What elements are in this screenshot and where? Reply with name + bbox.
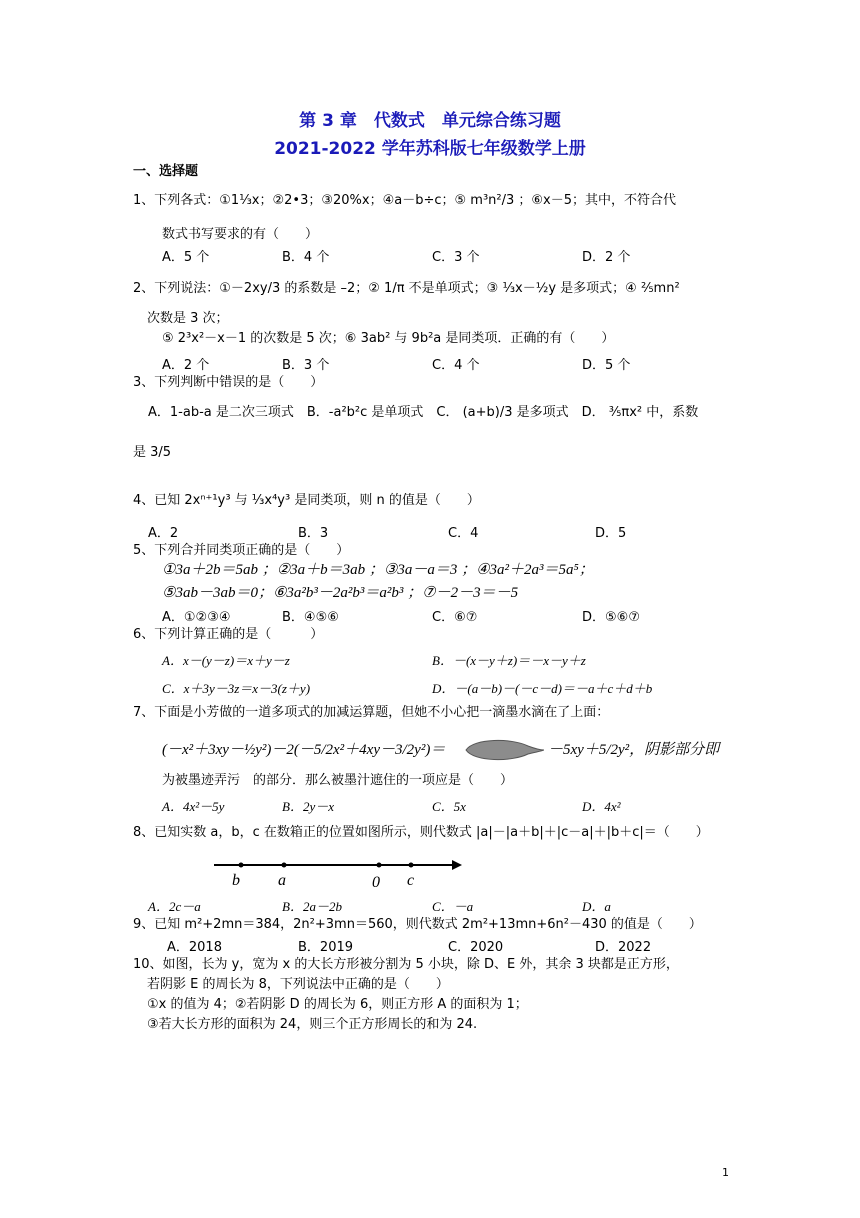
question-5-items-2: ⑤3ab－3ab＝0；⑥3a²b³－2a²b³＝a²b³ ；⑦－2－3＝－5 [162,585,519,601]
question-5-text: 5、下列合并同类项正确的是（ ） [133,543,350,558]
q1-option-d: D．2 个 [582,250,631,265]
q4-option-c: C．4 [448,526,479,541]
q2-option-b: B．3 个 [282,358,330,373]
question-9-text: 9、已知 m²+2mn＝384，2n²+3mn＝560，则代数式 2m²+13mn+6n²－430 的值是（ ） [133,917,702,932]
section-heading: 一、选择题 [133,164,199,179]
question-10-statement-1: ①x 的值为 4；②若阴影 D 的周长为 6，则正方形 A 的面积为 1； [147,997,528,1012]
q9-option-d: D．2022 [595,940,652,955]
question-10-text-cont: 若阴影 E 的周长为 8，下列说法中正确的是（ ） [147,977,449,992]
label-a: a [278,872,286,889]
q6-option-b: B．－(x－y＋z)＝－x－y＋z [432,653,586,668]
q6-option-a: A．x－(y－z)＝x＋y－z [162,653,290,668]
question-6-text: 6、下列计算正确的是（ ） [133,627,324,642]
q5-option-d: D．⑤⑥⑦ [582,610,640,625]
q1-option-c: C．3 个 [432,250,480,265]
q2-option-d: D．5 个 [582,358,631,373]
q8-option-d: D．a [582,899,611,914]
label-b: b [232,872,240,889]
q1-option-b: B．4 个 [282,250,330,265]
document-subtitle: 2021-2022 学年苏科版七年级数学上册 [274,139,586,159]
q9-option-b: B．2019 [298,940,354,955]
q5-option-c: C．⑥⑦ [432,610,478,625]
question-5-items-1: ①3a＋2b＝5ab ；②3a＋b＝3ab ；③3a－a＝3 ；④3a²＋2a³＝5a⁵； [162,562,594,578]
question-4-text: 4、已知 2xⁿ⁺¹y³ 与 ⅓x⁴y³ 是同类项，则 n 的值是（ ） [133,493,480,508]
q6-option-d: D．－(a－b)－(－c－d)＝－a＋c＋d＋b [432,681,653,696]
q8-option-b: B．2a－2b [282,899,342,914]
question-7-expression: (－x²＋3xy－½y²)－2(－5/2x²＋4xy－3/2y²)＝ [162,742,446,758]
q7-option-d: D．4x² [582,799,621,814]
question-10-text: 10、如图，长为 y，宽为 x 的大长方形被分割为 5 小块，除 D、E 外，其余 3 块都是正方形， [133,957,679,972]
document-title: 第 3 章 代数式 单元综合练习题 [299,111,561,131]
q4-option-b: B．3 [298,526,329,541]
question-7-text: 7、下面是小芳做的一道多项式的加减运算题，但她不小心把一滴墨水滴在了上面： [133,705,610,720]
q9-option-a: A．2018 [167,940,222,955]
question-7-expression-right: －5xy＋5/2y²，阴影部分即 [548,742,720,758]
question-3-options-line: A．1-ab-a 是二次三项式 B．-a²b²c 是单项式 C． (a+b)/3 是多项式 D． ⅗πx² 中，系数 [148,405,699,420]
q9-option-c: C．2020 [448,940,504,955]
q5-option-b: B．④⑤⑥ [282,610,339,625]
q8-option-c: C．－a [432,899,474,914]
point-c [409,863,414,868]
point-a [282,863,287,868]
q6-option-c: C．x＋3y－3z＝x－3(z＋y) [162,681,311,696]
q7-option-c: C．5x [432,799,466,814]
q4-option-a: A．2 [148,526,179,541]
question-1-text: 1、下列各式：①1⅓x；②2•3；③20%x；④a－b÷c；⑤ m³n²/3 ；⑥x－5；其中，不符合代 [133,193,677,208]
q2-option-c: C．4 个 [432,358,480,373]
point-b [239,863,244,868]
question-7-text-cont: 为被墨迹弄污 的部分．那么被墨汁遮住的一项应是（ ） [162,773,514,788]
question-8-text: 8、已知实数 a，b，c 在数箱正的位置如图所示，则代数式 |a|－|a＋b|＋|c－a|＋|b＋c|＝（ ） [133,825,709,840]
question-1-text-cont: 数式书写要求的有（ ） [162,227,319,242]
q4-option-d: D．5 [595,526,627,541]
q2-option-a: A．2 个 [162,358,210,373]
label-c: c [407,872,415,889]
question-3-text-cont: 是 3/5 [133,445,172,460]
q5-option-a: A．①②③④ [162,610,231,625]
ink-blot-icon [464,738,544,762]
q7-option-a: A．4x²－5y [162,799,225,814]
q7-option-b: B．2y－x [282,799,334,814]
point-zero [377,863,382,868]
question-2-text-cont2: ⑤ 2³x²－x－1 的次数是 5 次；⑥ 3ab² 与 9b²a 是同类项．正确的有（ ） [162,331,615,346]
question-2-text-cont: 次数是 3 次； [147,311,229,326]
q1-option-a: A．5 个 [162,250,210,265]
question-2-text: 2、下列说法：①－2xy/3 的系数是 –2；② 1/π 不是单项式；③ ⅓x－½y 是多项式；④ ⅖mn² [133,281,680,296]
number-line-arrow-icon [452,860,462,870]
question-3-text: 3、下列判断中错误的是（ ） [133,375,324,390]
question-10-statement-2: ③若大长方形的面积为 24，则三个正方形周长的和为 24. [147,1017,478,1032]
q8-option-a: A．2c－a [148,899,201,914]
number-line-figure [212,855,462,889]
page-number: 1 [722,1166,729,1179]
label-zero: 0 [372,874,380,889]
